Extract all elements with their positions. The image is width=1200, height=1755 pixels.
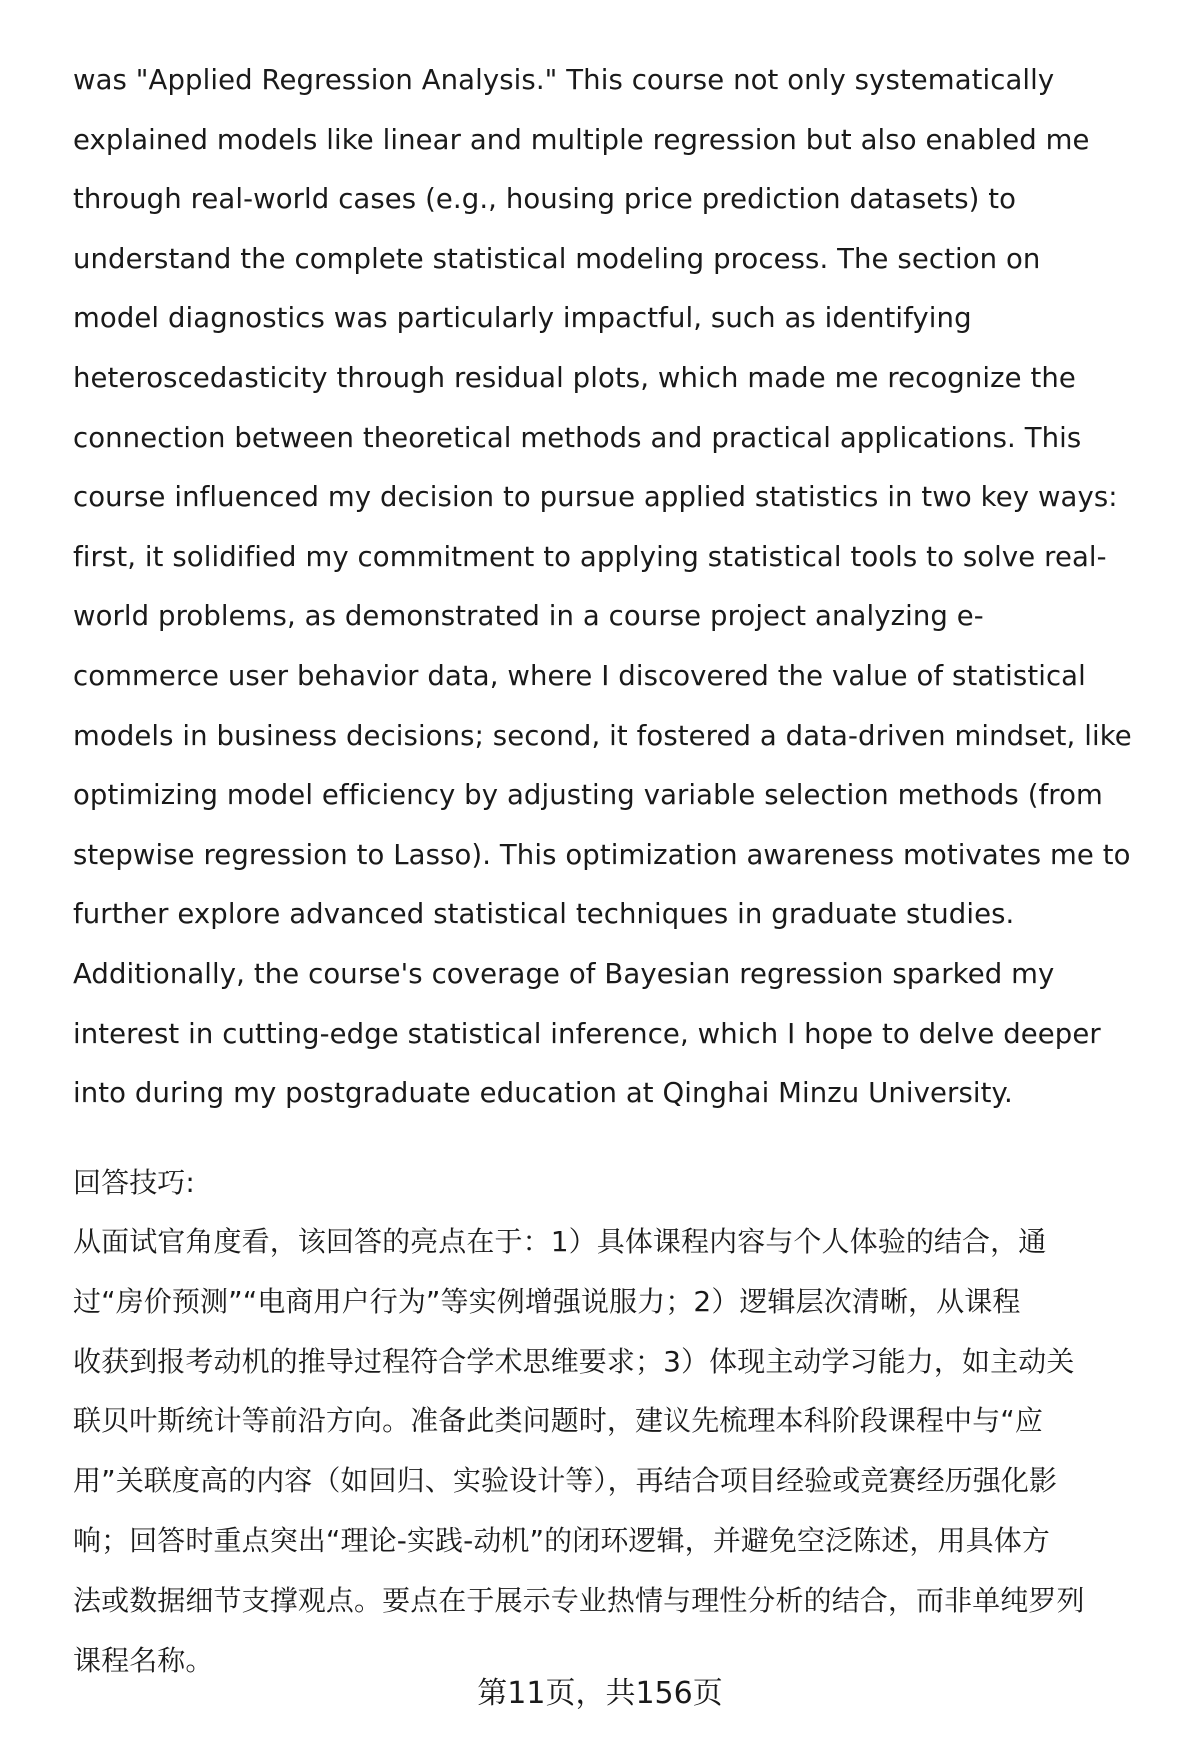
body-text-line: first, it solidified my commitment to applying statistical tools to solve real- bbox=[73, 540, 1107, 573]
tips-text-line: 从面试官角度看，该回答的亮点在于：1）具体课程内容与个人体验的结合，通 bbox=[73, 1225, 1047, 1258]
body-text-line: interest in cutting-edge statistical inference, which I hope to delve deeper bbox=[73, 1017, 1101, 1050]
body-text-line: models in business decisions; second, it fostered a data-driven mindset, like bbox=[73, 719, 1132, 752]
body-text-line: was "Applied Regression Analysis." This course not only systematically bbox=[73, 64, 1055, 96]
body-text-line: through real-world cases (e.g., housing price prediction datasets) to bbox=[73, 183, 1017, 216]
tips-text-line: 法或数据细节支撑观点。要点在于展示专业热情与理性分析的结合，而非单纯罗列 bbox=[73, 1583, 1085, 1617]
body-text-line: stepwise regression to Lasso). This optimization awareness motivates me to bbox=[73, 838, 1131, 871]
tips-text-line: 响；回答时重点突出“理论-实践-动机”的闭环逻辑，并避免空泛陈述，用具体方 bbox=[73, 1524, 1050, 1557]
body-text-line: model diagnostics was particularly impactful, such as identifying bbox=[73, 302, 972, 335]
tips-text-line: 收获到报考动机的推导过程符合学术思维要求；3）体现主动学习能力，如主动关 bbox=[73, 1344, 1075, 1378]
tips-text-line: 课程名称。 bbox=[73, 1643, 214, 1677]
body-text-line: optimizing model efficiency by adjusting variable selection methods (from bbox=[73, 779, 1103, 812]
tips-text-line: 联贝叶斯统计等前沿方向。准备此类问题时，建议先梳理本科阶段课程中与“应 bbox=[73, 1404, 1044, 1438]
tips-heading: 回答技巧: bbox=[73, 1166, 195, 1199]
body-text-line: into during my postgraduate education at Qinghai Minzu University. bbox=[73, 1077, 1013, 1110]
body-text-line: explained models like linear and multiple regression but also enabled me bbox=[73, 123, 1090, 156]
body-text-line: Additionally, the course's coverage of Bayesian regression sparked my bbox=[73, 958, 1055, 990]
body-text-line: course influenced my decision to pursue applied statistics in two key ways: bbox=[73, 481, 1118, 514]
page-number: 第11页，共156页 bbox=[477, 1676, 723, 1711]
tips-text-line: 用”关联度高的内容（如回归、实验设计等），再结合项目经验或竞赛经历强化影 bbox=[73, 1464, 1058, 1498]
body-text-line: further explore advanced statistical techniques in graduate studies. bbox=[73, 898, 1015, 931]
body-text-line: world problems, as demonstrated in a course project analyzing e- bbox=[73, 600, 984, 633]
body-text-line: commerce user behavior data, where I discovered the value of statistical bbox=[73, 660, 1086, 692]
body-text-line: heteroscedasticity through residual plots, which made me recognize the bbox=[73, 362, 1076, 394]
body-text-line: connection between theoretical methods and practical applications. This bbox=[73, 421, 1082, 454]
body-text-line: understand the complete statistical modeling process. The section on bbox=[73, 242, 1041, 275]
tips-text-line: 过“房价预测”“电商用户行为”等实例增强说服力；2）逻辑层次清晰，从课程 bbox=[73, 1284, 1021, 1318]
